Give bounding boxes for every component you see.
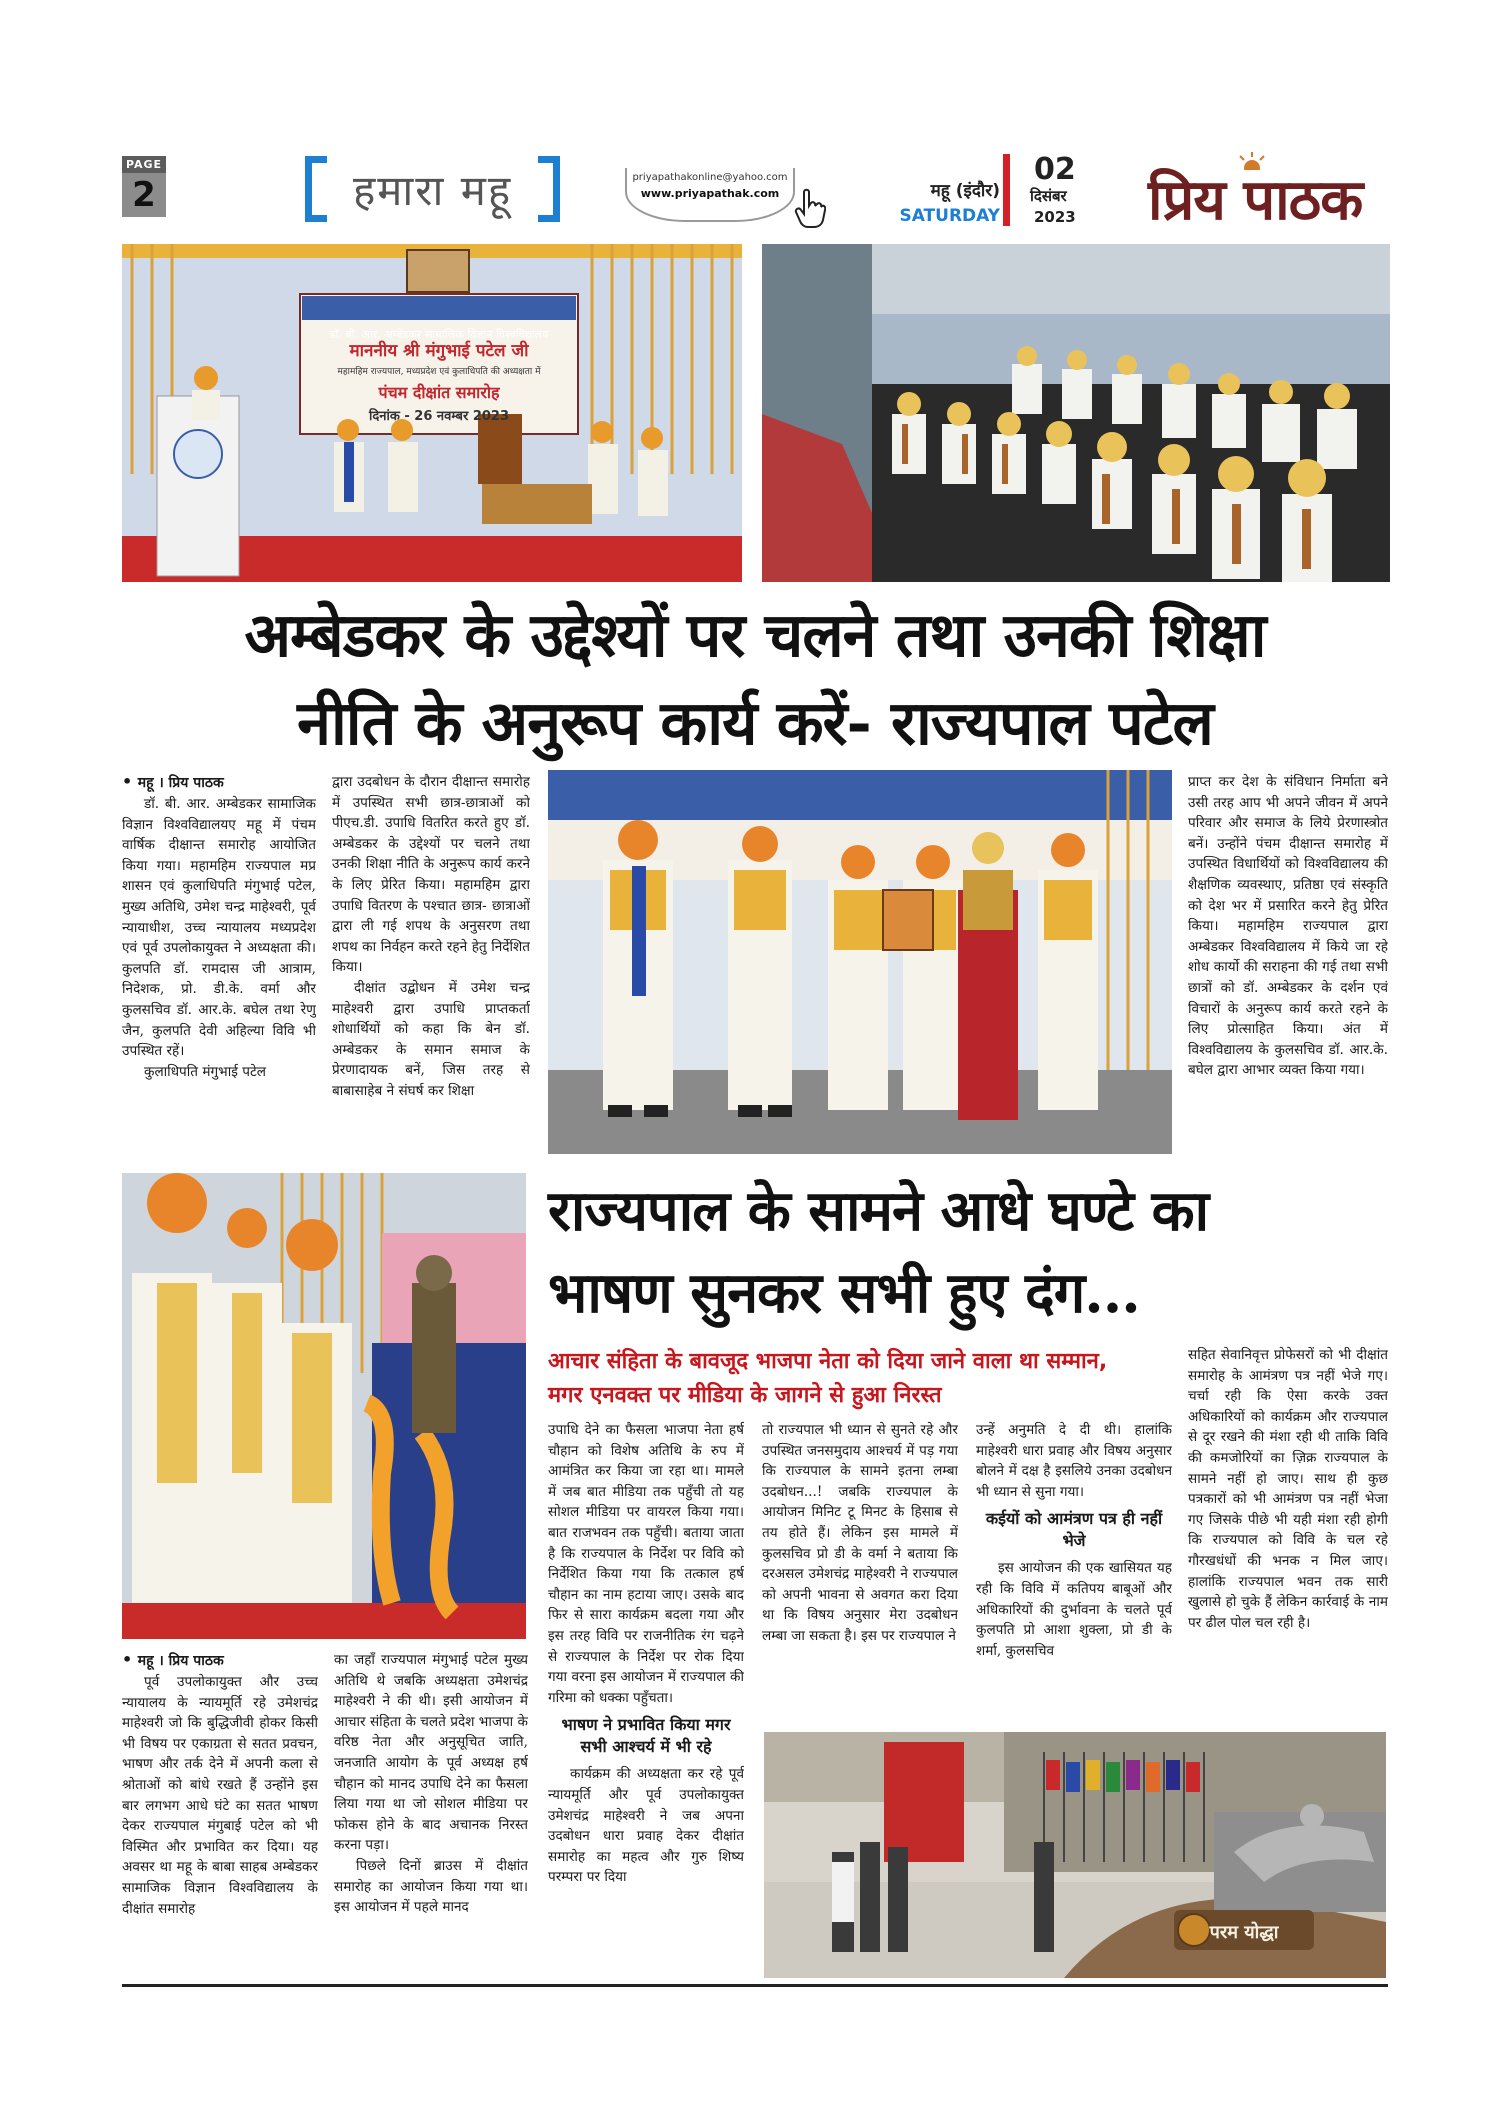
page-bottom-rule — [122, 1984, 1388, 1987]
page-label: PAGE — [122, 156, 166, 173]
article2-paragraph: कार्यक्रम की अध्यक्षता कर रहे पूर्व न्यायमूर्ति और पूर्व उपलोकायुक्त उमेशचंद्र माहेश्वरी ने जब अपना उदबोधन धारा प्रवाह देकर दीक्षांत समारोह का महत्व और गुरु शिष्य परम्परा पर दिया — [548, 1766, 744, 1886]
secondary-subheadline: आचार संहिता के बावजूद भाजपा नेता को दिया जाने वाला था सम्मान, मगर एनवक्त पर मीडिया के जागने से हुआ निरस्त — [548, 1349, 1108, 1408]
edition-location: महू (इंदौर) — [930, 181, 1000, 201]
edition-day: SATURDAY — [899, 206, 1000, 226]
article1-byline: • महू । प्रिय पाठक — [122, 772, 224, 791]
date-day: 02 — [1034, 152, 1076, 187]
article2-paragraph: इस आयोजन की एक खासियत यह रही कि विवि में कतिपय बाबूओं और अधिकारियों की दुर्भावना के चलते पूर्व कुलपति प्रो आशा शुक्ला, प्रो डी के शर्मा, कुलसचिव — [976, 1560, 1172, 1659]
date-month: दिसंबर — [1030, 187, 1067, 205]
article2-column-3 — [548, 1420, 744, 1968]
article1-column-3 — [1188, 772, 1388, 1160]
article2-paragraph: उपाधि देने का फैसला भाजपा नेता हर्ष चौहान को विशेष अतिथि के रुप में आमंत्रित कर किया जा रहा था। मामले में जब बात मीडिया तक पहुँची तो यह सोशल मीडिया पर वायरल किया गया। बात राजभवन तक पहुँची। बताया जाता है कि राज्यपाल के निर्देश पर विवि को निर्देशित किया गया कि तत्काल हर्ष चौहान का नाम हटाया जाए। उसके बाद फिर से सारा कार्यक्रम बदला गया और इस तरह विवि पर राजनीतिक रंग चढ़ने से राज्यपाल के निर्देश पर रोक दिया गया वरना इस आयोजन में राज्यपाल की गरिमा को धक्का पहुँचता। — [548, 1422, 744, 1706]
article2-column-2 — [334, 1650, 528, 1968]
contact-box — [625, 168, 795, 222]
secondary-headline-line2: भाषण सुनकर सभी हुए दंग... — [548, 1260, 1140, 1326]
page-number: 2 — [122, 173, 166, 217]
date-year: 2023 — [1034, 208, 1076, 226]
section-title-text: हमारा महू — [353, 165, 513, 215]
contact-email[interactable]: priyapathakonline@yahoo.com — [632, 172, 788, 183]
article2-paragraph: पिछले दिनों ब्राउस में दीक्षांत समारोह का आयोजन किया गया था। इस आयोजन में पहले मानद — [334, 1857, 528, 1916]
masthead-logo: प्रिय पाठक — [1148, 167, 1363, 233]
article2-column-4 — [762, 1420, 958, 1725]
article1-column-2 — [332, 772, 530, 1162]
article2-paragraph: पूर्व उपलोकायुक्त और उच्च न्यायालय के न्यायमूर्ति रहे उमेशचंद्र माहेश्वरी जो कि बुद्धिजीवी होकर किसी भी विषय पर एकाग्रता से सतत प्रवचन, भाषण और तर्क देने में अपनी कला से श्रोताओं को बांधे रखते हैं उन्होंने इस बार लगभग आधे घंटे का सतत भाषण देकर राज्यपाल मंगुबाई पटेल को भी विस्मित और प्रभावित कर दिया। यह अवसर था महू के बाबा साहब अम्बेडकर सामाजिक विज्ञान विश्वविद्यालय के दीक्षांत समारोह — [122, 1674, 318, 1917]
article2-paragraph: का जहाँ राज्यपाल मंगुभाई पटेल मुख्य अतिथि थे जबकि अध्यक्षता उमेशचंद्र माहेश्वरी ने की थी। इसी आयोजन में आचार संहिता के चलते प्रदेश भाजपा के वरिष्ठ नेता और अनुसूचित जाति, जनजाति आयोग के पूर्व अध्यक्ष हर्ष चौहान को मानद उपाधि देने का फैसला लिया गया था जो सोशल मीडिया पर फोकस होने के बाद अचानक निरस्त करना पड़ा। — [334, 1652, 528, 1854]
main-headline-line2: नीति के अनुरूप कार्य करें- राज्यपाल पटेल — [297, 688, 1213, 759]
article1-column-1 — [122, 772, 316, 1162]
main-headline — [110, 592, 1400, 768]
secondary-headline-line1: राज्यपाल के सामने आधे घण्टे का — [548, 1178, 1209, 1244]
photo-degree-presentation — [548, 770, 1172, 1154]
article1-paragraph: दीक्षांत उद्बोधन में उमेश चन्द्र माहेश्वरी द्वारा उपाधि प्राप्तकर्ता शोधार्थियों को कहा कि बेन डॉ. अम्बेडकर के समान समाज के प्रेरणादायक बनें, जिस तरह से बाबासाहेब ने संघर्ष कर शिक्षा — [332, 979, 530, 1099]
secondary-headline — [548, 1170, 1388, 1334]
pointing-hand-icon — [792, 188, 826, 228]
article2-crosshead-speech: भाषण ने प्रभावित किया मगर सभी आश्चर्य में भी रहे — [561, 1715, 731, 1757]
article2-column-5 — [976, 1420, 1172, 1725]
article2-paragraph: तो राज्यपाल भी ध्यान से सुनते रहे और उपस्थित जनसमुदाय आश्चर्य में पड़ गया कि राज्यपाल के सामने इतना लम्बा उदबोधन...! जबकि राज्यपाल के आयोजन मिनिट टू मिनट के हिसाब से तय होते हैं। लेकिन इस मामले में कुलसचिव प्रो डी के वर्मा ने बताया कि दरअसल उमेशचंद्र माहेश्वरी ने राज्यपाल को अपनी भावना से अवगत करा दिया था कि विषय अनुसार मेरा उदबोधन लम्बा जा सकता है। इस पर राज्यपाल ने — [762, 1422, 958, 1644]
article1-paragraph: प्राप्त कर देश के संविधान निर्माता बने उसी तरह आप भी अपने जीवन में अपने परिवार और समाज के लिये प्रेरणास्त्रोत बनें। उन्होंने पंचम दीक्षान्त समारोह में उपस्थित विधार्थियों को विश्वविद्यालय की शैक्षणिक व्यवस्थाए, प्रतिष्ठा एवं संस्कृति को देश भर में प्रसारित करने हेतु प्रेरित किया। महामहिम राज्यपाल द्वारा अम्बेडकर विश्वविद्यालय में किये जा रहे शोध कार्यो की सराहना की गई तथा सभी छात्रों को डॉ. अम्बेडकर के दर्शन एवं विचारों के अनुरूप कार्य करते रहने के लिए प्रोत्साहित किया। अंत में विश्वविद्यालय के कुलसचिव डॉ. आर.के. बघेल द्वारा आभार व्यक्त किया गया। — [1188, 774, 1388, 1079]
website-link[interactable]: www.priyapathak.com — [640, 187, 780, 200]
article2-column-1 — [122, 1650, 318, 1968]
banner-event: पंचम दीक्षांत समारोह — [378, 383, 500, 402]
banner-guest: माननीय श्री मंगुभाई पटेल जी — [349, 341, 529, 361]
article2-paragraph: उन्हें अनुमति दे दी थी। हालांकि माहेश्वरी धारा प्रवाह और विषय अनुसार बोलने में दक्ष है इसलिये उनका उदबोधन भी ध्यान से सुना गया। — [976, 1422, 1172, 1500]
article2-paragraph: सहित सेवानिवृत्त प्रोफेसरों को भी दीक्षांत समारोह के आमंत्रण पत्र नहीं भेजे गए। चर्चा रही कि ऐसा करके उक्त अधिकारियों को कार्यक्रम और राज्यपाल से दूर रखने की मंशा रही थी ताकि विवि की कमजोरियों का ज़िक्र राज्यपाल के सामने नहीं हो जाए। साथ ही कुछ पत्रकारों को भी आमंत्रण पत्र नहीं भेजा गए जिसके पीछे भी यही मंशा रही होगी कि राज्यपाल को विवि के चल रहे गौरखधंधों की भनक न मिल जाए। हालांकि राज्यपाल भवन तक सारी खुलासे हो चुके हैं लेकिन कार्रवाई के नाम पर ढील पोल चल रही है। — [1188, 1347, 1388, 1631]
photo-graduates-audience — [762, 244, 1390, 582]
photo-lamp-lighting — [122, 1173, 526, 1639]
section-title — [305, 152, 560, 226]
article2-byline-text: महू । प्रिय पाठक — [137, 1653, 224, 1669]
article2-column-6 — [1188, 1345, 1388, 1725]
banner-date: दिनांक - 26 नवम्बर 2023 — [368, 409, 510, 424]
article1-paragraph: द्वारा उदबोधन के दौरान दीक्षान्त समारोह में उपस्थित सभी छात्र-छात्राओं को पीएच.डी. उपाधि वितरित करते हुए डॉ. अम्बेडकर के उद्देश्यों पर चलने तथा उनकी शिक्षा नीति के अनुरूप कार्य करने के लिए प्रेरित किया। महामहिम द्वारा उपाधि वितरण के पश्चात छात्र- छात्राओं द्वारा ली गई शपथ के अनुसरण तथा शपथ का निर्वहन करते रहने हेतु निर्देशित किया। — [332, 774, 530, 976]
banner-presidency: महामहिम राज्यपाल, मध्यप्रदेश एवं कुलाधिपति की अध्यक्षता में — [337, 367, 541, 377]
article1-paragraph: कुलाधिपति मंगुभाई पटेल — [144, 1063, 267, 1080]
article2-byline: • महू । प्रिय पाठक — [122, 1650, 224, 1669]
right-bracket-icon — [538, 156, 560, 222]
photo-param-yoddha-memorial — [764, 1732, 1386, 1978]
photo-convocation-stage — [122, 244, 742, 582]
article1-paragraph: डॉ. बी. आर. अम्बेडकर सामाजिक विज्ञान विश्वविद्यालयए महू में पंचम वार्षिक दीक्षान्त समारोह आयोजित किया गया। महामहिम राज्यपाल मप्र शासन एवं कुलाधिपति मंगुभाई पटेल, मुख्य अतिथि, उमेश चन्द्र माहेश्वरी, पूर्व न्यायाधीश, उच्च न्यायालय मध्यप्रदेश एवं पूर्व उपलोकायुक्त ने अध्यक्षता की। कुलपति डॉ. रामदास जी आत्राम, निदेशक, प्रो. डी.के. वर्मा और कुलसचिव डॉ. आर.के. बघेल तथा रेणु जैन, कुलपति देवी अहिल्या विवि भी उपस्थित रहें। — [122, 796, 316, 1060]
left-bracket-icon — [305, 156, 327, 222]
date-divider — [1003, 154, 1010, 226]
page-badge — [122, 156, 166, 217]
article1-byline-text: महू । प्रिय पाठक — [137, 775, 224, 791]
main-headline-line1: अम्बेडकर के उद्देश्यों पर चलने तथा उनकी शिक्षा — [244, 600, 1266, 671]
memorial-plaque: परम योद्धा — [1209, 1922, 1279, 1943]
article2-crosshead-invitations: कईयों को आमंत्रण पत्र ही नहीं भेजे — [985, 1509, 1163, 1551]
banner-university: डॉ. बी. आर. अम्बेडकर सामाजिक विज्ञान विश्वविद्यालय — [329, 328, 549, 341]
